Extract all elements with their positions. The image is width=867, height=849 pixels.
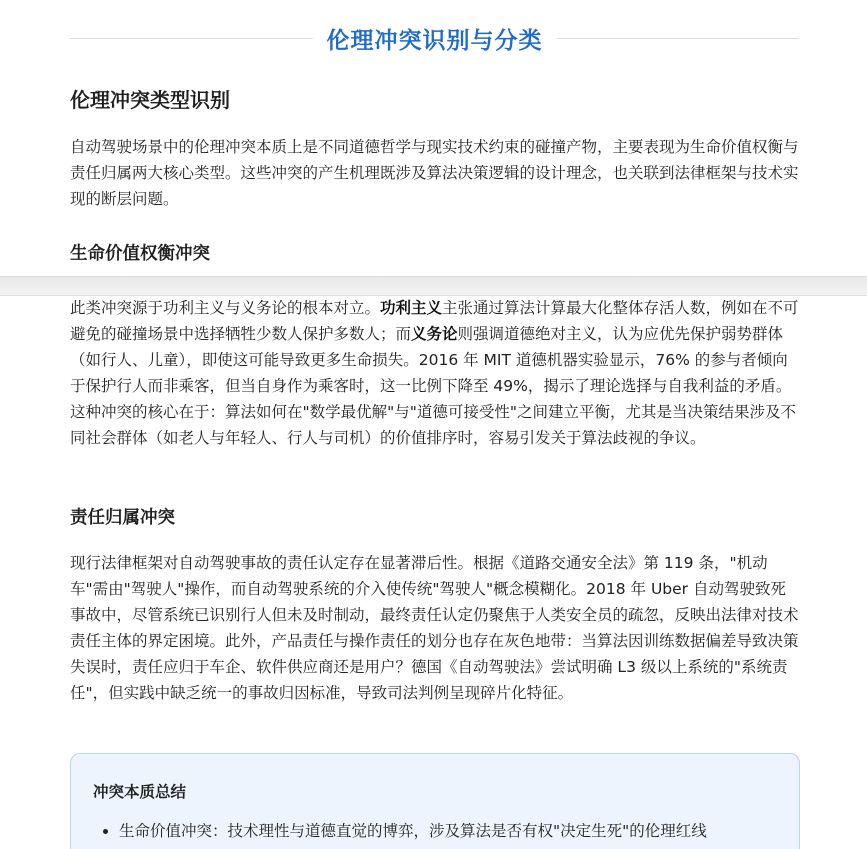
summary-list (99, 818, 809, 844)
page-title: 伦理冲突识别与分类 (326, 27, 543, 54)
page-title-row (70, 18, 799, 58)
title-divider-right (557, 38, 800, 39)
responsibility-paragraph: 现行法律框架对自动驾驶事故的责任认定存在显著滞后性。根据《道路交通安全法》第 119 条，"机动车"需由"驾驶人"操作，而自动驾驶系统的介入使传统"驾驶人"概念模糊化。2018 年 Uber 自动驾驶致死事故中，尽管系统已识别行人但未及时制动，最终责任认定仍聚焦于人类安全员的疏忽，反映出法律对技术责任主体的界定困境。此外，产品责任与操作责任的划分也存在灰色地带：当算法因训练数据偏差导致决策失误时，责任应归于车企、软件供应商还是用户？德国《自动驾驶法》尝试明确 L3 级以上系统的"系统责任"，但实践中缺乏统一的事故归因标准，导致司法判例呈现碎片化特征。 (70, 554, 799, 702)
summary-item: • 生命价值冲突：技术理性与道德直觉的博弈，涉及算法是否有权"决定生死"的伦理红线 (119, 818, 809, 844)
section-heading: 伦理冲突类型识别 (70, 88, 230, 112)
page-break-divider (0, 276, 867, 296)
summary-title: 冲突本质总结 (93, 783, 187, 801)
term-utilitarianism: 功利主义 (380, 299, 443, 317)
title-divider-left (70, 38, 313, 39)
summary-callout (70, 753, 800, 849)
term-deontology: 义务论 (411, 325, 458, 343)
intro-paragraph: 自动驾驶场景中的伦理冲突本质上是不同道德哲学与现实技术约束的碰撞产物，主要表现为生命价值权衡与责任归属两大核心类型。这些冲突的产生机理既涉及算法决策逻辑的设计理念，也关联到法律框架与技术实现的断层问题。 (70, 138, 799, 208)
life-value-paragraph: 此类冲突源于功利主义与义务论的根本对立。功利主义主张通过算法计算最大化整体存活人数，例如在不可避免的碰撞场景中选择牺牲少数人保护多数人；而义务论则强调道德绝对主义，认为应优先保护弱势群体（如行人、儿童），即使这可能导致更多生命损失。2016 年 MIT 道德机器实验显示，76% 的参与者倾向于保护行人而非乘客，但当自身作为乘客时，这一比例下降至 49%，揭示了理论选择与自我利益的矛盾。这种冲突的核心在于：算法如何在"数学最优解"与"道德可接受性"之间建立平衡，尤其是当决策结果涉及不同社会群体（如老人与年轻人、行人与司机）的价值排序时，容易引发关于算法歧视的争议。 (70, 299, 799, 447)
life-value-heading: 生命价值权衡冲突 (70, 244, 210, 264)
responsibility-heading: 责任归属冲突 (70, 508, 175, 528)
